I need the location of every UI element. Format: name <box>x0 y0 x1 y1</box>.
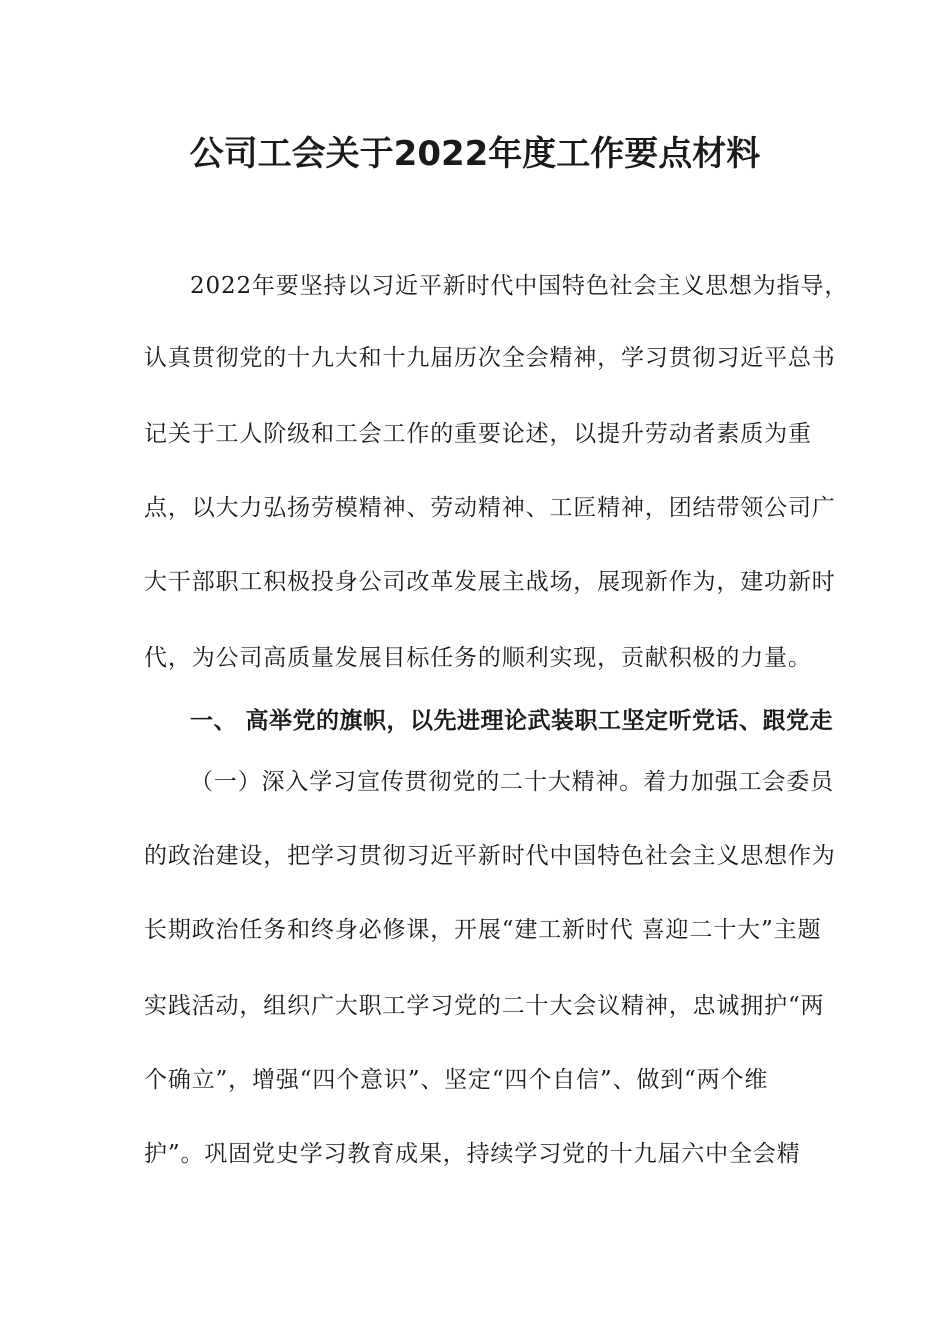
paragraph-line: 实践活动，组织广大职工学习党的二十大会议精神，忠诚拥护“两 <box>144 993 825 1019</box>
paragraph-line: 个确立”，增强“四个意识”、坚定“四个自信”、做到“两个维 <box>144 1067 769 1093</box>
paragraph-line: 护”。巩固党史学习教育成果，持续学习党的十九届六中全会精 <box>144 1141 801 1167</box>
paragraph-line: 代，为公司高质量发展目标任务的顺利实现，贡献积极的力量。 <box>144 645 812 671</box>
paragraph-line: 大干部职工积极投身公司改革发展主战场，展现新作为，建功新时 <box>144 569 836 595</box>
paragraph-line: 长期政治任务和终身必修课，开展“建工新时代 喜迎二十大”主题 <box>144 917 822 943</box>
paragraph-line: 点，以大力弘扬劳模精神、劳动精神、工匠精神，团结带领公司广 <box>144 495 836 521</box>
section-heading: 一、 高举党的旗帜，以先进理论武装职工坚定听党话、跟党走 <box>190 708 834 734</box>
paragraph-line: 认真贯彻党的十九大和十九届历次全会精神，学习贯彻习近平总书 <box>144 345 836 371</box>
paragraph-line: 2022年要坚持以习近平新时代中国特色社会主义思想为指导， <box>190 273 849 299</box>
document-title: 公司工会关于2022年度工作要点材料 <box>189 134 761 174</box>
paragraph-line: 的政治建设，把学习贯彻习近平新时代中国特色社会主义思想作为 <box>144 843 836 869</box>
paragraph-line: 记关于工人阶级和工会工作的重要论述，以提升劳动者素质为重 <box>144 421 812 447</box>
paragraph-line: （一）深入学习宣传贯彻党的二十大精神。着力加强工会委员 <box>190 769 834 795</box>
